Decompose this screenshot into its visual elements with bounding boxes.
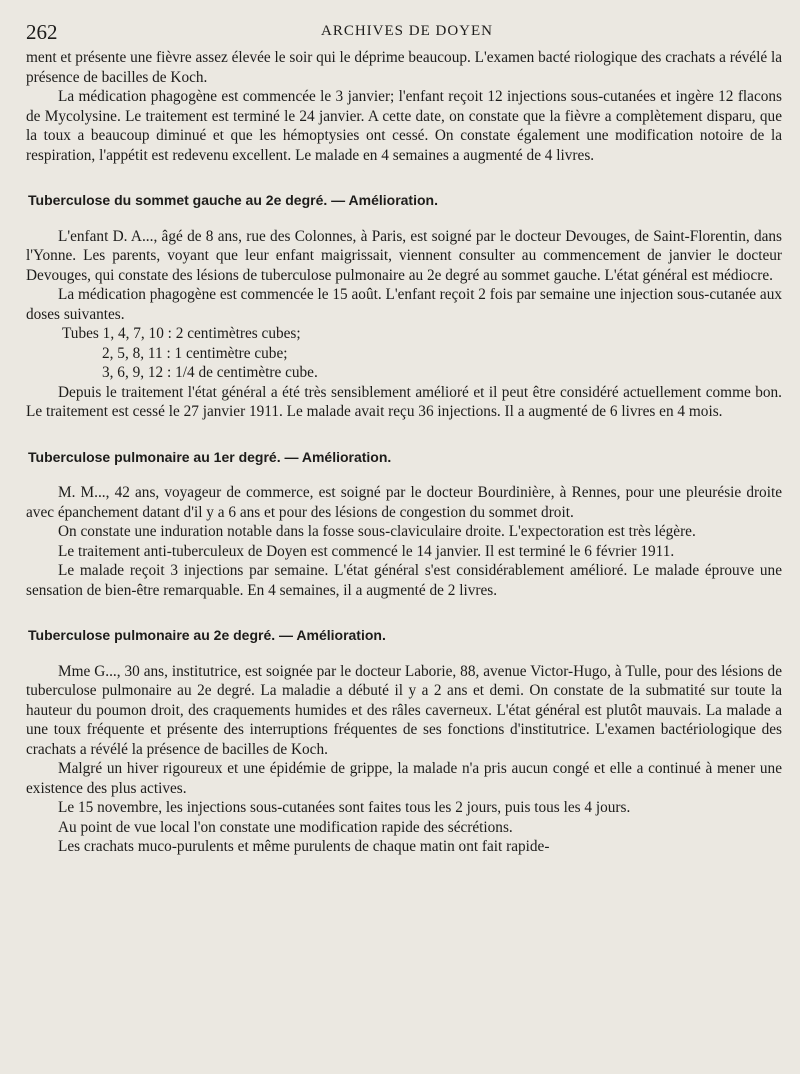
paragraph: ment et présente une fièvre assez élevée le soir qui le déprime beaucoup. L'examen bacté riologique des crachats a révélé la présence de bacilles de Koch. [26,49,782,86]
section-heading: Tuberculose pulmonaire au 2e degré. — Amélioration. [28,627,386,643]
paragraph: Les crachats muco-purulents et même purulents de chaque matin ont fait rapide- [58,838,550,855]
dosage-line: 2, 5, 8, 11 : 1 centimètre cube; [102,344,288,362]
paragraph: On constate une induration notable dans la fosse sous-claviculaire droite. L'expectoration est très légère. [58,523,696,540]
page-header [22,18,792,48]
dosage-list [26,324,782,383]
paragraph: La médication phagogène est commencée le 3 janvier; l'enfant reçoit 12 injections sous-cutanées et ingère 12 flacons de Mycolysine. Le traitement est terminé le 24 janvier. A cette date, on constate que la fièvre a complètement disparu, que la toux a beaucoup diminué et que les hémoptysies ont cessé. On constate également une modification notoire de la respiration, l'appétit est redevenu excellent. Le malade en 4 semaines a augmenté de 4 livres. [26,88,782,164]
paragraph: Le malade reçoit 3 injections par semaine. L'état général s'est considérablement amélioré. Le malade éprouve une sensation de bien-être remarquable. En 4 semaines, il a augmenté de 2 livres. [26,562,782,599]
dosage-line: 3, 6, 9, 12 : 1/4 de centimètre cube. [102,364,318,381]
page-body [26,48,782,857]
paragraph: Mme G..., 30 ans, institutrice, est soignée par le docteur Laborie, 88, avenue Victor-Hugo, à Tulle, pour des lésions de tuberculose pulmonaire au 2e degré. La maladie a débuté il y a 2 ans et demi. On constate de la submatité sur toute la hauteur du poumon droit, des craquements humides et des râles caverneux. L'état général est plutôt mauvais. La malade a une toux fréquente et présente des interruptions fréquentes de ses fonctions d'institutrice. L'examen bactériologique des crachats a révélé la présence de bacilles de Koch. [26,662,782,758]
paragraph: Le traitement anti-tuberculeux de Doyen est commencé le 14 janvier. Il est terminé le 6 février 1911. [58,542,675,560]
paragraph: Depuis le traitement l'état général a été très sensiblement amélioré et il peut être considéré actuellement comme bon. Le traitement est cessé le 27 janvier 1911. Le malade avait reçu 36 injections. Il a augmenté de 6 livres en 4 mois. [26,383,782,420]
paragraph: Malgré un hiver rigoureux et une épidémie de grippe, la malade n'a pris aucun congé et elle a continué à mener une existence des plus actives. [26,760,782,797]
paragraph: M. M..., 42 ans, voyageur de commerce, est soigné par le docteur Bourdinière, à Rennes, pour une pleurésie droite avec épanchement datant d'il y a 6 ans et pour des lésions de congestion du sommet droit. [26,484,782,521]
page-number: 262 [26,20,58,44]
paragraph: La médication phagogène est commencée le 15 août. L'enfant reçoit 2 fois par semaine une injection sous-cutanée aux doses suivantes. [26,286,782,323]
paragraph: Au point de vue local l'on constate une modification rapide des sécrétions. [58,818,513,836]
section-heading: Tuberculose pulmonaire au 1er degré. — Amélioration. [28,448,392,465]
paragraph: L'enfant D. A..., âgé de 8 ans, rue des Colonnes, à Paris, est soigné par le docteur Devouges, de Saint-Florentin, dans l'Yonne. Les parents, voyant que leur enfant maigrissait, viennent consulter au commencement de janvier le docteur Devouges, qui constate des lésions de tuberculose pulmonaire au 2e degré au sommet gauche. L'état général est médiocre. [26,227,782,284]
running-title: ARCHIVES DE DOYEN [321,23,493,39]
section-heading: Tuberculose du sommet gauche au 2e degré. — Amélioration. [28,192,438,208]
paragraph: Le 15 novembre, les injections sous-cutanées sont faites tous les 2 jours, puis tous les 4 jours. [58,799,631,816]
dosage-line: Tubes 1, 4, 7, 10 : 2 centimètres cubes; [62,325,301,342]
